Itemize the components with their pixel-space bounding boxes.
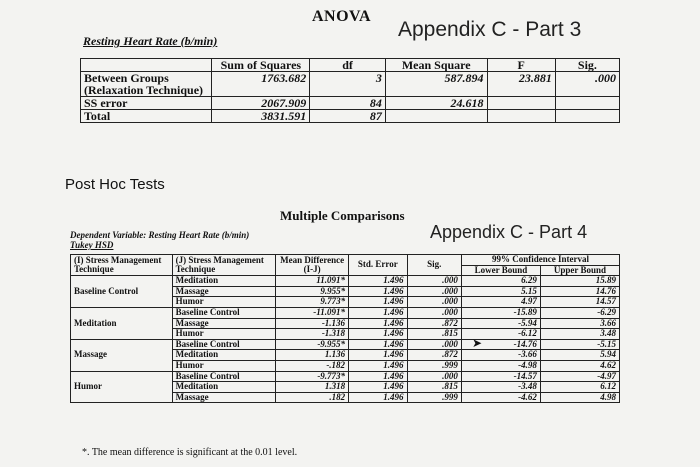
mc-sig: .872 bbox=[407, 318, 461, 329]
footnote: *. The mean difference is significant at the 0.01 level. bbox=[82, 447, 298, 458]
mc-lower: 4.97 bbox=[461, 297, 540, 308]
mc-group-label bbox=[71, 339, 173, 350]
anova-cell-ss: 2067.909 bbox=[212, 97, 310, 110]
mc-sig: .000 bbox=[407, 371, 461, 382]
mc-sig: .000 bbox=[407, 339, 461, 350]
mc-group-label bbox=[71, 297, 173, 308]
anova-header-ms: Mean Square bbox=[385, 59, 487, 72]
mc-sig: .000 bbox=[407, 307, 461, 318]
mc-sig: .872 bbox=[407, 350, 461, 361]
mc-mean-diff: 1.318 bbox=[276, 382, 349, 393]
mc-comparison-label: Meditation bbox=[172, 382, 276, 393]
mc-comparison-label: Massage bbox=[172, 286, 276, 297]
mc-upper: 3.66 bbox=[540, 318, 619, 329]
mc-group-label: Humor bbox=[71, 382, 173, 393]
mc-mean-diff: -1.318 bbox=[276, 329, 349, 340]
mc-group-label: Meditation bbox=[71, 318, 173, 329]
anova-row-label: Between Groups (Relaxation Technique) bbox=[81, 72, 212, 97]
mc-std-error: 1.496 bbox=[349, 329, 407, 340]
mc-mean-diff: -1.136 bbox=[276, 318, 349, 329]
mc-upper: -5.15 bbox=[540, 339, 619, 350]
mouse-cursor-icon: ➤ bbox=[472, 336, 483, 350]
mc-group-label: Baseline Control bbox=[71, 286, 173, 297]
mc-std-error: 1.496 bbox=[349, 276, 407, 287]
mc-sig: .815 bbox=[407, 382, 461, 393]
anova-cell-f bbox=[487, 110, 555, 123]
table-row bbox=[71, 297, 620, 308]
mc-upper: 5.94 bbox=[540, 350, 619, 361]
anova-header-df: df bbox=[310, 59, 386, 72]
mc-lower: -14.76 bbox=[461, 339, 540, 350]
mc-group-label bbox=[71, 276, 173, 287]
anova-cell-ss: 3831.591 bbox=[212, 110, 310, 123]
anova-cell-df: 84 bbox=[310, 97, 386, 110]
anova-row-total bbox=[81, 110, 620, 123]
anova-header-sig: Sig. bbox=[555, 59, 619, 72]
mc-mean-diff: -9.955* bbox=[276, 339, 349, 350]
anova-cell-ms bbox=[385, 110, 487, 123]
mc-mean-diff: -.182 bbox=[276, 360, 349, 371]
mc-std-error: 1.496 bbox=[349, 382, 407, 393]
mc-header-mean-diff: Mean Difference (I-J) bbox=[276, 255, 349, 276]
mc-upper: 4.98 bbox=[540, 392, 619, 403]
mc-std-error: 1.496 bbox=[349, 318, 407, 329]
mc-std-error: 1.496 bbox=[349, 392, 407, 403]
mc-mean-diff: -11.091* bbox=[276, 307, 349, 318]
mc-sig: .000 bbox=[407, 286, 461, 297]
rhr-label: Resting Heart Rate (b/min) bbox=[83, 34, 218, 48]
table-row bbox=[71, 350, 620, 361]
mc-header-upper: Upper Bound bbox=[540, 265, 619, 276]
mc-header-std-error: Std. Error bbox=[349, 255, 407, 276]
mc-lower: -4.98 bbox=[461, 360, 540, 371]
table-row bbox=[71, 371, 620, 382]
anova-header-f: F bbox=[487, 59, 555, 72]
mc-comparison-label: Humor bbox=[172, 297, 276, 308]
mc-comparison-label: Humor bbox=[172, 329, 276, 340]
mc-lower: 6.29 bbox=[461, 276, 540, 287]
mc-upper: 14.57 bbox=[540, 297, 619, 308]
anova-header-ss: Sum of Squares bbox=[212, 59, 310, 72]
post-hoc-heading: Post Hoc Tests bbox=[65, 176, 165, 193]
mc-comparison-label: Meditation bbox=[172, 350, 276, 361]
table-row bbox=[71, 392, 620, 403]
mc-header-ci: 99% Confidence Interval bbox=[461, 255, 619, 266]
table-row bbox=[71, 339, 620, 350]
anova-row-label: SS error bbox=[81, 97, 212, 110]
anova-cell-ms: 24.618 bbox=[385, 97, 487, 110]
mc-header-sig: Sig. bbox=[407, 255, 461, 276]
anova-cell-sig bbox=[555, 110, 619, 123]
mc-comparison-label: Massage bbox=[172, 318, 276, 329]
anova-cell-df: 3 bbox=[310, 72, 386, 97]
mc-lower: 5.15 bbox=[461, 286, 540, 297]
mc-mean-diff: 11.091* bbox=[276, 276, 349, 287]
mc-lower: -14.57 bbox=[461, 371, 540, 382]
mc-group-label: Massage bbox=[71, 350, 173, 361]
anova-cell-sig bbox=[555, 97, 619, 110]
table-row bbox=[71, 360, 620, 371]
mc-lower: -15.89 bbox=[461, 307, 540, 318]
anova-row-label: Total bbox=[81, 110, 212, 123]
anova-cell-f bbox=[487, 97, 555, 110]
mc-upper: 3.48 bbox=[540, 329, 619, 340]
table-row bbox=[71, 286, 620, 297]
anova-cell-ss: 1763.682 bbox=[212, 72, 310, 97]
mc-upper: 4.62 bbox=[540, 360, 619, 371]
multiple-comparisons-title: Multiple Comparisons bbox=[280, 208, 405, 223]
mc-group-label bbox=[71, 329, 173, 340]
mc-std-error: 1.496 bbox=[349, 371, 407, 382]
mc-group-label bbox=[71, 307, 173, 318]
mc-std-error: 1.496 bbox=[349, 307, 407, 318]
anova-table bbox=[80, 58, 620, 123]
mc-mean-diff: .182 bbox=[276, 392, 349, 403]
mc-header-i: (I) Stress Management Technique bbox=[71, 255, 173, 276]
multiple-comparisons-table bbox=[70, 254, 620, 403]
mc-mean-diff: 9.955* bbox=[276, 286, 349, 297]
anova-cell-df: 87 bbox=[310, 110, 386, 123]
anova-cell-sig: .000 bbox=[555, 72, 619, 97]
mc-group-label bbox=[71, 371, 173, 382]
mc-sig: .000 bbox=[407, 276, 461, 287]
mc-header-j: (J) Stress Management Technique bbox=[172, 255, 276, 276]
mc-comparison-label: Meditation bbox=[172, 276, 276, 287]
anova-header-empty bbox=[81, 59, 212, 72]
mc-comparison-label: Baseline Control bbox=[172, 371, 276, 382]
mc-upper: -4.97 bbox=[540, 371, 619, 382]
mc-sig: .815 bbox=[407, 329, 461, 340]
mc-lower: -3.48 bbox=[461, 382, 540, 393]
table-row bbox=[71, 382, 620, 393]
mc-comparison-label: Baseline Control bbox=[172, 339, 276, 350]
mc-std-error: 1.496 bbox=[349, 360, 407, 371]
anova-cell-f: 23.881 bbox=[487, 72, 555, 97]
mc-lower: -3.66 bbox=[461, 350, 540, 361]
mc-sig: .000 bbox=[407, 297, 461, 308]
table-row bbox=[71, 276, 620, 287]
mc-comparison-label: Massage bbox=[172, 392, 276, 403]
mc-std-error: 1.496 bbox=[349, 286, 407, 297]
anova-row-between bbox=[81, 72, 620, 97]
mc-group-label bbox=[71, 392, 173, 403]
anova-row-error bbox=[81, 97, 620, 110]
mc-lower: -4.62 bbox=[461, 392, 540, 403]
mc-group-label bbox=[71, 360, 173, 371]
mc-lower: -5.94 bbox=[461, 318, 540, 329]
mc-mean-diff: 1.136 bbox=[276, 350, 349, 361]
appendix-part3-label: Appendix C - Part 3 bbox=[398, 18, 582, 41]
mc-header-lower: Lower Bound bbox=[461, 265, 540, 276]
appendix-part4-label: Appendix C - Part 4 bbox=[430, 222, 588, 242]
table-row bbox=[71, 329, 620, 340]
anova-header-row bbox=[81, 59, 620, 72]
mc-std-error: 1.496 bbox=[349, 297, 407, 308]
mc-upper: 14.76 bbox=[540, 286, 619, 297]
dependent-variable-label: Dependent Variable: Resting Heart Rate (b/min) bbox=[70, 230, 250, 240]
mc-upper: 15.89 bbox=[540, 276, 619, 287]
table-row bbox=[71, 318, 620, 329]
mc-mean-diff: -9.773* bbox=[276, 371, 349, 382]
mc-header-row-1 bbox=[71, 255, 620, 266]
tukey-hsd-label: Tukey HSD bbox=[70, 240, 114, 250]
mc-comparison-label: Humor bbox=[172, 360, 276, 371]
anova-cell-ms: 587.894 bbox=[385, 72, 487, 97]
mc-sig: .999 bbox=[407, 360, 461, 371]
anova-title: ANOVA bbox=[312, 8, 372, 25]
mc-mean-diff: 9.773* bbox=[276, 297, 349, 308]
mc-lower: -6.12 bbox=[461, 329, 540, 340]
mc-upper: -6.29 bbox=[540, 307, 619, 318]
table-row bbox=[71, 307, 620, 318]
mc-upper: 6.12 bbox=[540, 382, 619, 393]
mc-comparison-label: Baseline Control bbox=[172, 307, 276, 318]
mc-std-error: 1.496 bbox=[349, 350, 407, 361]
mc-sig: .999 bbox=[407, 392, 461, 403]
mc-std-error: 1.496 bbox=[349, 339, 407, 350]
